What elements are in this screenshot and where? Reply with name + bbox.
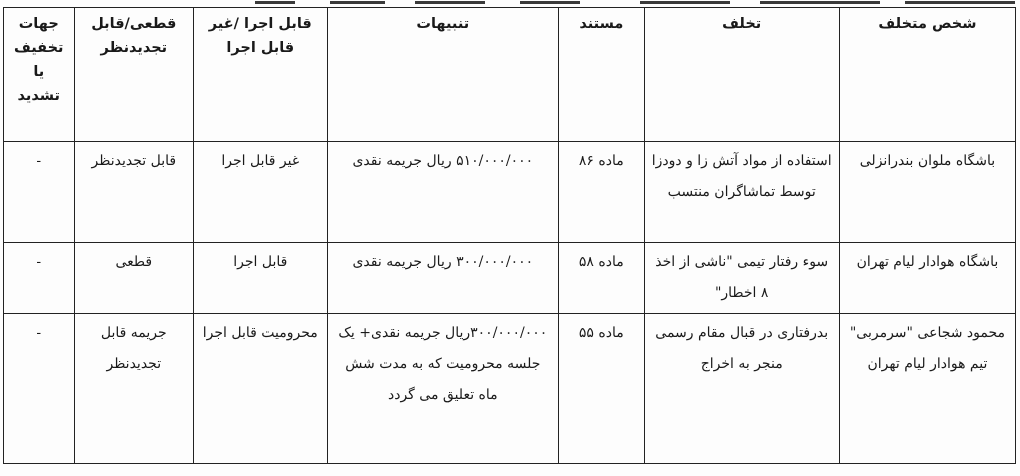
enforceability-cell: غیر قابل اجرا xyxy=(194,142,327,243)
mitigation-cell: - xyxy=(4,314,75,464)
table-row xyxy=(4,243,1016,314)
reference-cell: ماده ۸۶ xyxy=(559,142,644,243)
table-row xyxy=(4,142,1016,243)
rulings-table xyxy=(3,7,1016,464)
violator-cell: باشگاه هوادار لیام تهران xyxy=(839,243,1015,314)
penalty-cell: ۳۰۰/۰۰۰/۰۰۰ ریال جریمه نقدی xyxy=(327,243,559,314)
enforceability-cell: قابل اجرا xyxy=(194,243,327,314)
violation-cell: بدرفتاری در قبال مقام رسمی منجر به اخراج xyxy=(644,314,839,464)
header-enforceability: قابل اجرا /غیر قابل اجرا xyxy=(194,8,327,142)
penalty-cell: ۵۱۰/۰۰۰/۰۰۰ ریال جریمه نقدی xyxy=(327,142,559,243)
cropped-text-line xyxy=(0,0,1020,6)
finality-cell: قابل تجدیدنظر xyxy=(74,142,194,243)
finality-cell: قطعی xyxy=(74,243,194,314)
violator-cell: محمود شجاعی "سرمربی" تیم هوادار لیام تهران xyxy=(839,314,1015,464)
header-finality: قطعی/قابل تجدیدنظر xyxy=(74,8,194,142)
violator-cell: باشگاه ملوان بندرانزلی xyxy=(839,142,1015,243)
header-violator: شخص متخلف xyxy=(839,8,1015,142)
mitigation-cell: - xyxy=(4,243,75,314)
penalty-cell: ۳۰۰/۰۰۰/۰۰۰ریال جریمه نقدی+ یک جلسه محرومیت که به مدت شش ماه تعلیق می گردد xyxy=(327,314,559,464)
violation-cell: استفاده از مواد آتش زا و دودزا توسط تماشاگران منتسب xyxy=(644,142,839,243)
header-violation: تخلف xyxy=(644,8,839,142)
header-row xyxy=(4,8,1016,142)
header-mitigation: جهات تخفیف یا تشدید xyxy=(4,8,75,142)
header-penalty: تنبیهات xyxy=(327,8,559,142)
reference-cell: ماده ۵۸ xyxy=(559,243,644,314)
violation-cell: سوء رفتار تیمی "ناشی از اخذ ۸ اخطار" xyxy=(644,243,839,314)
header-reference: مستند xyxy=(559,8,644,142)
table-row xyxy=(4,314,1016,464)
finality-cell: جریمه قابل تجدیدنظر xyxy=(74,314,194,464)
enforceability-cell: محرومیت قابل اجرا xyxy=(194,314,327,464)
reference-cell: ماده ۵۵ xyxy=(559,314,644,464)
mitigation-cell: - xyxy=(4,142,75,243)
